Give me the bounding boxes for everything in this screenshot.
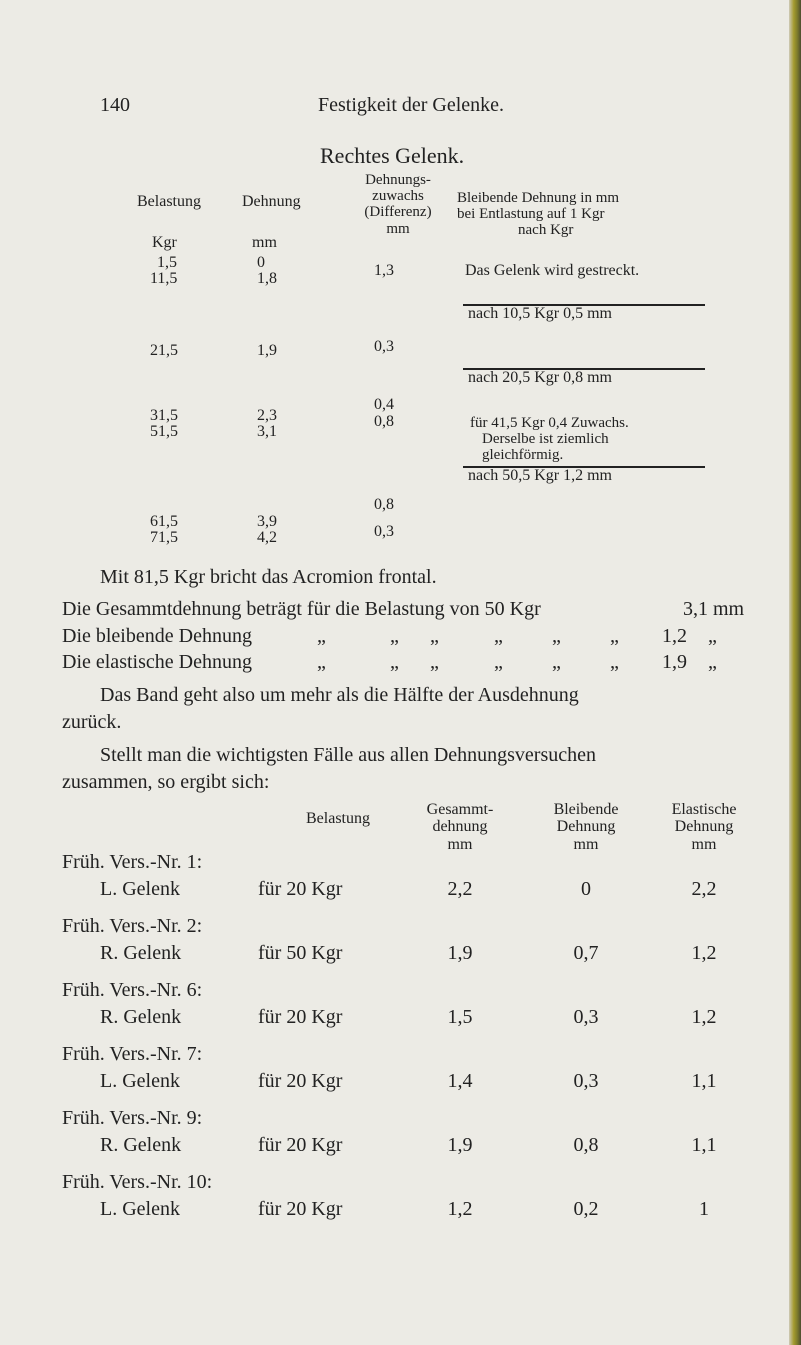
t1-header-perm-1: Bleibende Dehnung in mm bbox=[457, 190, 620, 206]
t2-header-elastic-unit: mm bbox=[691, 836, 717, 853]
t1-header-increase-1: Dehnungs- bbox=[365, 172, 431, 188]
t2-trial: Früh. Vers.-Nr. 2: bbox=[62, 915, 203, 937]
t1-header-increase-unit: mm bbox=[386, 221, 410, 237]
t2-load: für 20 Kgr bbox=[258, 1070, 343, 1092]
t1-stretch: 3,1 bbox=[257, 423, 277, 440]
t2-total: 1,5 bbox=[447, 1006, 473, 1028]
elastic-stretch-label: Die elastische Dehnung bbox=[62, 651, 252, 673]
t2-header-perm-2: Dehnung bbox=[556, 818, 616, 835]
t2-perm: 0,7 bbox=[573, 942, 599, 964]
total-stretch-value: 3,1 mm bbox=[683, 598, 745, 620]
t1-increase: 0,3 bbox=[374, 523, 394, 540]
t1-increase: 0,4 bbox=[374, 396, 394, 413]
t2-joint: L. Gelenk bbox=[100, 878, 180, 900]
t1-increase: 0,8 bbox=[374, 413, 394, 430]
ditto-mark: „ bbox=[317, 651, 326, 673]
paragraph-line: Stellt man die wichtigsten Fälle aus allen Dehnungsversuchen bbox=[100, 744, 596, 766]
t1-load: 61,5 bbox=[150, 513, 178, 530]
t1-load: 51,5 bbox=[150, 423, 178, 440]
t2-elastic: 2,2 bbox=[691, 878, 717, 900]
book-edge bbox=[789, 0, 801, 1345]
ditto-mark: „ bbox=[610, 651, 619, 673]
t1-stretch: 1,8 bbox=[257, 270, 277, 287]
t2-joint: R. Gelenk bbox=[100, 942, 182, 964]
paragraph-line: Das Band geht also um mehr als die Hälfte der Ausdehnung bbox=[100, 684, 579, 706]
paragraph-line: zurück. bbox=[62, 711, 122, 733]
t1-remark: Das Gelenk wird gestreckt. bbox=[465, 262, 640, 279]
t1-load: 31,5 bbox=[150, 407, 178, 424]
t2-elastic: 1,2 bbox=[691, 1006, 717, 1028]
ditto-mark: „ bbox=[708, 625, 717, 647]
t1-stretch: 1,9 bbox=[257, 342, 277, 359]
t1-header-load-unit: Kgr bbox=[152, 234, 177, 251]
t2-total: 2,2 bbox=[447, 878, 473, 900]
total-stretch-label: Die Gesammtdehnung beträgt für die Belastung von 50 Kgr bbox=[62, 598, 541, 620]
t2-joint: L. Gelenk bbox=[100, 1070, 180, 1092]
t2-trial: Früh. Vers.-Nr. 7: bbox=[62, 1043, 203, 1065]
t1-increase: 1,3 bbox=[374, 262, 394, 279]
ditto-mark: „ bbox=[610, 625, 619, 647]
t2-joint: L. Gelenk bbox=[100, 1198, 180, 1220]
t2-header-perm-1: Bleibende bbox=[553, 801, 619, 818]
t2-trial: Früh. Vers.-Nr. 6: bbox=[62, 979, 203, 1001]
ditto-mark: „ bbox=[317, 625, 326, 647]
t2-trial: Früh. Vers.-Nr. 1: bbox=[62, 851, 203, 873]
t2-perm: 0,8 bbox=[573, 1134, 599, 1156]
t1-load: 1,5 bbox=[157, 254, 177, 271]
t2-perm: 0,3 bbox=[573, 1070, 599, 1092]
t2-header-total-2: dehnung bbox=[432, 818, 488, 835]
perm-stretch-value: 1,2 bbox=[662, 625, 687, 647]
t1-remark: nach 50,5 Kgr 1,2 mm bbox=[468, 467, 612, 484]
t2-total: 1,4 bbox=[447, 1070, 473, 1092]
t2-perm: 0,2 bbox=[573, 1198, 599, 1220]
t1-header-increase-2: zuwachs bbox=[372, 188, 424, 204]
ditto-mark: „ bbox=[708, 651, 717, 673]
ditto-mark: „ bbox=[552, 625, 561, 647]
t1-remark: Derselbe ist ziemlich bbox=[482, 431, 609, 447]
ditto-mark: „ bbox=[390, 625, 399, 647]
t1-increase: 0,3 bbox=[374, 338, 394, 355]
t2-elastic: 1,1 bbox=[691, 1070, 717, 1092]
t2-header-elastic-2: Dehnung bbox=[674, 818, 734, 835]
table1-title: Rechtes Gelenk. bbox=[320, 143, 465, 168]
t1-stretch: 0 bbox=[257, 254, 265, 271]
t1-header-perm-2: bei Entlastung auf 1 Kgr bbox=[457, 206, 605, 222]
t2-perm: 0,3 bbox=[573, 1006, 599, 1028]
t2-joint: R. Gelenk bbox=[100, 1006, 182, 1028]
t2-load: für 20 Kgr bbox=[258, 1198, 343, 1220]
t1-load: 71,5 bbox=[150, 529, 178, 546]
t2-perm: 0 bbox=[581, 878, 591, 900]
t1-load: 21,5 bbox=[150, 342, 178, 359]
t2-trial: Früh. Vers.-Nr. 10: bbox=[62, 1171, 213, 1193]
t1-header-stretch-unit: mm bbox=[252, 234, 277, 251]
t1-remark: für 41,5 Kgr 0,4 Zuwachs. bbox=[470, 415, 629, 431]
t1-load: 11,5 bbox=[150, 270, 178, 287]
t2-header-elastic-1: Elastische bbox=[671, 801, 737, 818]
t2-header-total-unit: mm bbox=[447, 836, 473, 853]
ditto-mark: „ bbox=[390, 651, 399, 673]
t2-load: für 20 Kgr bbox=[258, 1006, 343, 1028]
ditto-mark: „ bbox=[494, 651, 503, 673]
t2-joint: R. Gelenk bbox=[100, 1134, 182, 1156]
t1-header-perm-3: nach Kgr bbox=[518, 222, 574, 238]
t1-remark: nach 10,5 Kgr 0,5 mm bbox=[468, 305, 612, 322]
paragraph-line: zusammen, so ergibt sich: bbox=[62, 771, 270, 793]
t1-stretch: 3,9 bbox=[257, 513, 277, 530]
t1-increase: 0,8 bbox=[374, 496, 394, 513]
t2-header-load: Belastung bbox=[306, 810, 370, 827]
t1-header-stretch: Dehnung bbox=[242, 193, 301, 210]
page-number: 140 bbox=[100, 94, 130, 116]
t2-total: 1,9 bbox=[447, 942, 473, 964]
t1-remark: nach 20,5 Kgr 0,8 mm bbox=[468, 369, 612, 386]
t1-stretch: 4,2 bbox=[257, 529, 277, 546]
t2-total: 1,2 bbox=[447, 1198, 473, 1220]
t2-load: für 20 Kgr bbox=[258, 1134, 343, 1156]
t2-elastic: 1,1 bbox=[691, 1134, 717, 1156]
perm-stretch-label: Die bleibende Dehnung bbox=[62, 625, 252, 647]
t1-header-load: Belastung bbox=[137, 193, 201, 210]
running-title: Festigkeit der Gelenke. bbox=[318, 94, 505, 116]
t2-load: für 50 Kgr bbox=[258, 942, 343, 964]
break-sentence: Mit 81,5 Kgr bricht das Acromion frontal. bbox=[100, 566, 437, 588]
ditto-mark: „ bbox=[430, 651, 439, 673]
t2-total: 1,9 bbox=[447, 1134, 473, 1156]
t1-remark: gleichförmig. bbox=[482, 447, 564, 463]
t1-stretch: 2,3 bbox=[257, 407, 277, 424]
t2-header-total-1: Gesammt- bbox=[426, 801, 494, 818]
t2-header-perm-unit: mm bbox=[573, 836, 599, 853]
t2-elastic: 1,2 bbox=[691, 942, 717, 964]
ditto-mark: „ bbox=[552, 651, 561, 673]
ditto-mark: „ bbox=[494, 625, 503, 647]
t2-trial: Früh. Vers.-Nr. 9: bbox=[62, 1107, 203, 1129]
elastic-stretch-value: 1,9 bbox=[662, 651, 687, 673]
t1-header-increase-3: (Differenz) bbox=[364, 204, 432, 220]
t2-elastic: 1 bbox=[699, 1198, 709, 1220]
ditto-mark: „ bbox=[430, 625, 439, 647]
t2-load: für 20 Kgr bbox=[258, 878, 343, 900]
